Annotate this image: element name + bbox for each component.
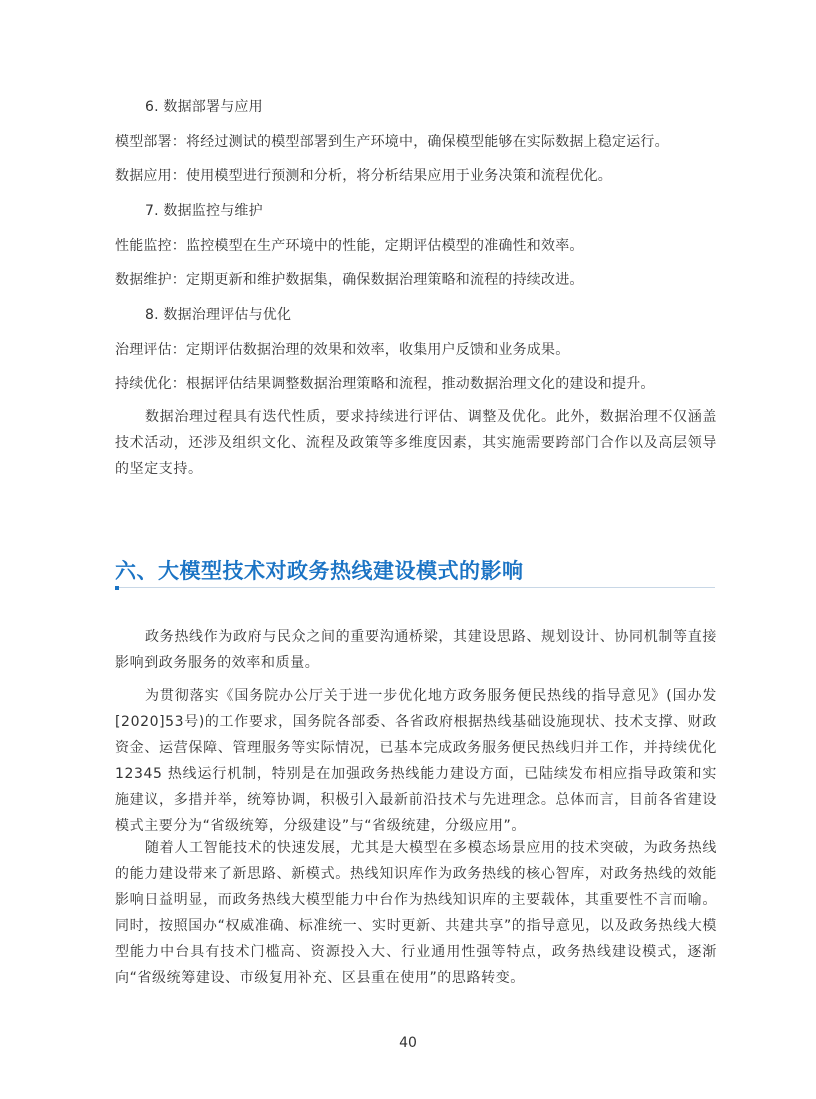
step-8-heading: 8. 数据治理评估与优化	[145, 307, 292, 323]
step-7-item-performance-monitoring: 性能监控：监控模型在生产环境中的性能，定期评估模型的准确性和效率。	[115, 238, 584, 254]
step-7-heading: 7. 数据监控与维护	[145, 203, 263, 219]
section-paragraph-2: 为贯彻落实《国务院办公厅关于进一步优化地方政务服务便民热线的指导意见》(国办发[2020]53号)的工作要求，国务院各部委、各省政府根据热线基础设施现状、技术支撑、财政资金、运营保障、管理服务等实际情况，已基本完成政务服务便民热线归并工作，并持续优化 12345 热线运行机制，特别是在加强政务热线能力建设方面，已陆续发布相应指导政策和实施建议，多措并举，统筹协调，积极引入最新前沿技术与先进理念。总体而言，目前各省建设模式主要分为“省级统筹，分级建设”与“省级统建，分级应用”。	[115, 688, 717, 834]
step-7-item-data-maintenance: 数据维护：定期更新和维护数据集，确保数据治理策略和流程的持续改进。	[115, 272, 584, 288]
step-8-item-governance-evaluation: 治理评估：定期评估数据治理的效果和效率，收集用户反馈和业务成果。	[115, 342, 570, 358]
page-number: 40	[399, 1035, 417, 1051]
section-title-divider	[115, 587, 715, 588]
step-6-heading: 6. 数据部署与应用	[145, 99, 263, 115]
section-title: 六、大模型技术对政务热线建设模式的影响	[115, 559, 524, 583]
step-6-item-data-application: 数据应用：使用模型进行预测和分析，将分析结果应用于业务决策和流程优化。	[115, 168, 612, 184]
step-8-item-continuous-optimization: 持续优化：根据评估结果调整数据治理策略和流程，推动数据治理文化的建设和提升。	[115, 376, 655, 392]
step-6-item-model-deployment: 模型部署：将经过测试的模型部署到生产环境中，确保模型能够在实际数据上稳定运行。	[115, 134, 669, 150]
section-title-divider-accent	[115, 586, 119, 590]
section-paragraph-3: 随着人工智能技术的快速发展，尤其是大模型在多模态场景应用的技术突破，为政务热线的能力建设带来了新思路、新模式。热线知识库作为政务热线的核心智库，对政务热线的效能影响日益明显，而政务热线大模型能力中台作为热线知识库的主要载体，其重要性不言而喻。同时，按照国办“权威准确、标准统一、实时更新、共建共享”的指导意见，以及政务热线大模型能力中台具有技术门槛高、资源投入大、行业通用性强等特点，政务热线建设模式，逐渐向“省级统筹建设、市级复用补充、区县重在使用”的思路转变。	[115, 840, 717, 986]
section-paragraph-1: 政务热线作为政府与民众之间的重要沟通桥梁，其建设思路、规划设计、协同机制等直接影响到政务服务的效率和质量。	[115, 629, 717, 671]
governance-summary-paragraph: 数据治理过程具有迭代性质，要求持续进行评估、调整及优化。此外，数据治理不仅涵盖技术活动，还涉及组织文化、流程及政策等多维度因素，其实施需要跨部门合作以及高层领导的坚定支持。	[115, 409, 717, 477]
